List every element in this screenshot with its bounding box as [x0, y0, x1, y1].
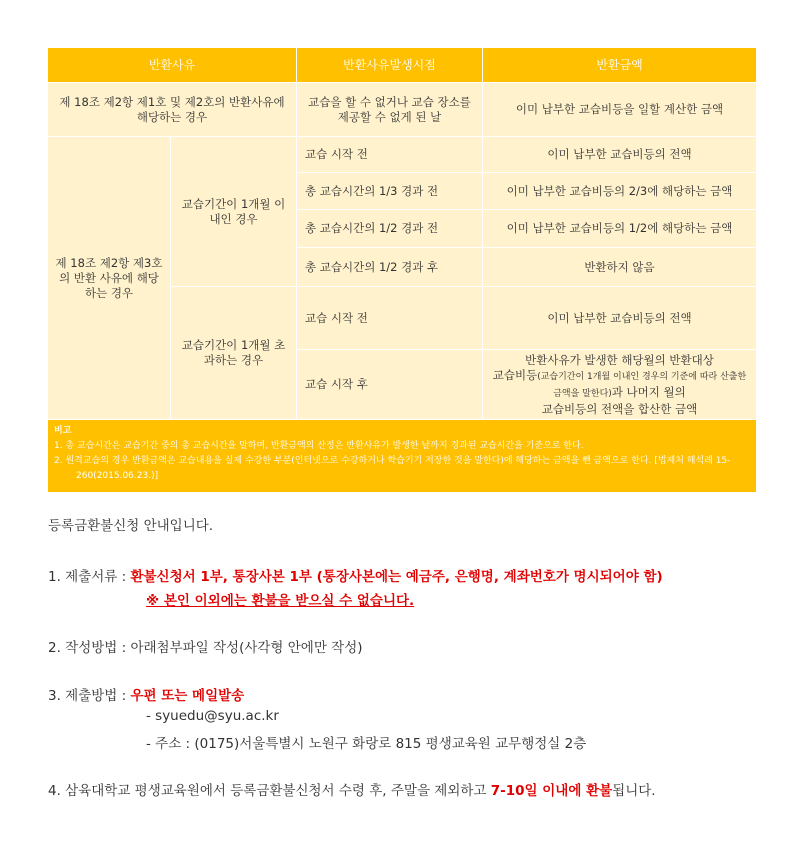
table-header-row: [48, 48, 757, 83]
header-reason: 반환사유: [48, 48, 297, 83]
item-label: 2. 작성방법 :: [48, 640, 131, 656]
table-row: [48, 83, 757, 137]
amount-cell: 이미 납부한 교습비등의 2/3에 해당하는 금액: [483, 173, 757, 210]
note-item: 2. 원격교습의 경우 반환금액은 교습내용을 실제 수강한 부분(인터넷으로 수강하거나 학습기기 저장한 것을 말한다)에 해당하는 금액을 뺀 금액으로 한다. [법제처 해석례 15-260(2015.06.23.)]: [54, 456, 731, 481]
time-cell: 교습 시작 후: [297, 350, 483, 420]
note-title: 비고: [54, 426, 72, 436]
amount-cell: 반환하지 않음: [483, 248, 757, 287]
address-text: - 주소 : (0175)서울특별시 노원구 화랑로 815 평생교육원 교무행정실 2층: [146, 736, 587, 752]
reason-cell: 제 18조 제2항 제3호의 반환 사유에 해당하는 경우: [48, 137, 171, 420]
item-method: [48, 636, 363, 656]
amount-small-note: (교습기간이 1개월 이내인 경우의 기준에 따라 산출한 금액을 말한다): [537, 371, 747, 399]
note-item: 1. 총 교습시간은 교습기간 중의 총 교습시간을 말하며, 반환금액의 산정은 반환사유가 발생한 날까지 경과된 교습시간을 기준으로 한다.: [54, 441, 584, 451]
documents-text: 환불신청서 1부, 통장사본 1부 (통장사본에는 예금주, 은행명, 계좌번호가 명시되어야 함): [130, 569, 663, 585]
note-cell: [48, 420, 757, 493]
header-time: 반환사유발생시점: [297, 48, 483, 83]
note-row: [48, 420, 757, 493]
item-label: 3. 제출방법 :: [48, 688, 131, 704]
refund-table: [47, 47, 757, 493]
time-cell: 교습을 할 수 없거나 교습 장소를 제공할 수 없게 된 날: [297, 83, 483, 137]
amount-cell: 이미 납부한 교습비등을 일할 계산한 금액: [483, 83, 757, 137]
time-cell: 총 교습시간의 1/2 경과 전: [297, 210, 483, 248]
item-refund-period: [48, 779, 656, 799]
amount-cell: 이미 납부한 교습비등의 전액: [483, 137, 757, 173]
documents-warning: ※ 본인 이외에는 환불을 받으실 수 없습니다.: [146, 593, 415, 609]
submission-text: 우편 또는 메일발송: [130, 688, 245, 704]
period-label: 교습기간이 1개월 초과하는 경우: [171, 287, 297, 420]
item-label: 1. 제출서류 :: [48, 569, 131, 585]
time-cell: 총 교습시간의 1/2 경과 후: [297, 248, 483, 287]
header-amount: 반환금액: [483, 48, 757, 83]
time-cell: 총 교습시간의 1/3 경과 전: [297, 173, 483, 210]
amount-line: 반환사유가 발생한 해당월의 반환대상: [525, 352, 714, 367]
amount-cell: 이미 납부한 교습비등의 1/2에 해당하는 금액: [483, 210, 757, 248]
reason-cell: 제 18조 제2항 제1호 및 제2호의 반환사유에 해당하는 경우: [48, 83, 297, 137]
item-documents: [48, 565, 663, 585]
refund-highlight: 7-10일 이내에 환불: [490, 783, 613, 799]
item-submission: [48, 684, 244, 704]
refund-prefix: 4. 삼육대학교 평생교육원에서 등록금환불신청서 수령 후, 주말을 제외하고: [48, 783, 491, 799]
amount-line: 과 나머지 월의: [611, 384, 686, 399]
amount-line: 교습비등: [492, 367, 538, 382]
refund-suffix: 됩니다.: [612, 783, 656, 799]
method-text: 아래첨부파일 작성(사각형 안에만 작성): [130, 640, 363, 656]
email-link[interactable]: - syuedu@syu.ac.kr: [146, 708, 279, 724]
period-label: 교습기간이 1개월 이내인 경우: [171, 137, 297, 287]
intro-text: 등록금환불신청 안내입니다.: [48, 518, 214, 534]
amount-cell: 이미 납부한 교습비등의 전액: [483, 287, 757, 350]
table-row: [48, 137, 757, 173]
amount-cell: [483, 350, 757, 420]
amount-line: 교습비등의 전액을 합산한 금액: [541, 401, 698, 416]
time-cell: 교습 시작 전: [297, 137, 483, 173]
time-cell: 교습 시작 전: [297, 287, 483, 350]
